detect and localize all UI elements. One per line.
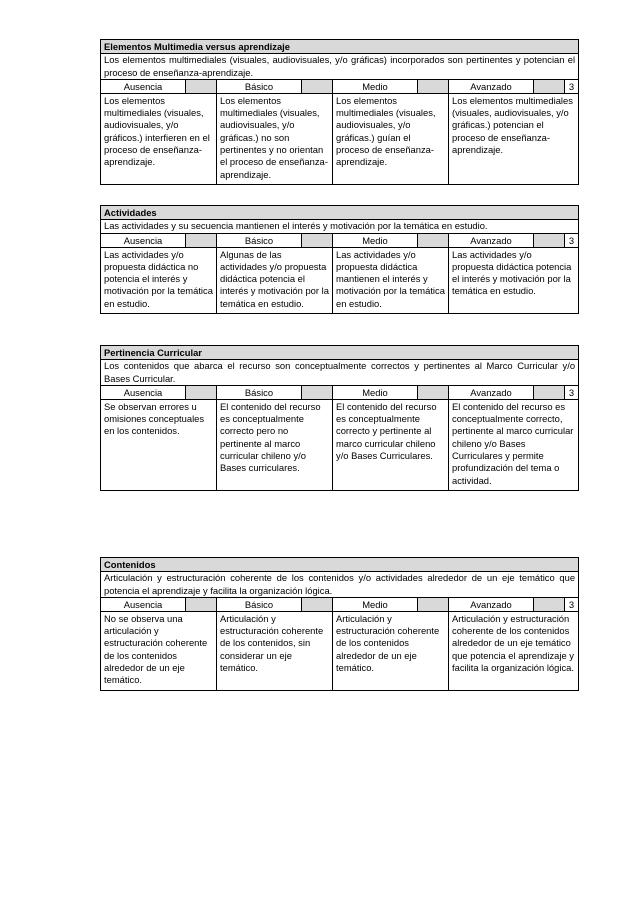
level-mark-basico (302, 597, 333, 611)
level-label-ausencia: Ausencia (101, 385, 186, 399)
rubric-description: Las actividades y su secuencia mantienen el interés y motivación por la temática en estudio. (101, 220, 579, 233)
rubric-table-1 (100, 39, 579, 185)
level-label-medio: Medio (333, 597, 418, 611)
level-label-basico: Básico (217, 79, 302, 93)
level-mark-avanzado (534, 597, 565, 611)
criterion-basico: Articulación y estructuración coherente de los contenidos, sin considerar un eje temático. (217, 611, 333, 690)
criterion-medio: Articulación y estructuración coherente de los contenidos alrededor de un eje temático. (333, 611, 449, 690)
criterion-ausencia: No se observa una articulación y estructuración coherente de los contenidos alrededor de un eje temático. (101, 611, 217, 690)
level-label-medio: Medio (333, 233, 418, 247)
rubric-title: Pertinencia Curricular (101, 346, 579, 360)
level-label-avanzado: Avanzado (449, 597, 534, 611)
level-label-avanzado: Avanzado (449, 233, 534, 247)
level-label-basico: Básico (217, 385, 302, 399)
level-label-ausencia: Ausencia (101, 597, 186, 611)
criterion-basico: Algunas de las actividades y/o propuesta didáctica potencia el interés y motivación por la temática en estudio. (217, 247, 333, 313)
score-value: 3 (565, 233, 579, 247)
criterion-basico: Los elementos multimediales (visuales, audiovisuales, y/o gráficas.) no son pertinentes y no orientan el proceso de enseñanza-aprendizaje. (217, 93, 333, 184)
criterion-ausencia: Los elementos multimediales (visuales, audiovisuales, y/o gráficos.) interfieren en el proceso de enseñanza-aprendizaje. (101, 93, 217, 184)
criterion-basico: El contenido del recurso es conceptualmente correcto pero no pertinente al marco curricular chileno y/o Bases curriculares. (217, 399, 333, 490)
level-label-avanzado: Avanzado (449, 385, 534, 399)
level-label-ausencia: Ausencia (101, 233, 186, 247)
rubric-description: Los contenidos que abarca el recurso son conceptualmente correctos y pertinentes al Marco Curricular y/o Bases Curricular. (101, 360, 579, 386)
criterion-ausencia: Se observan errores u omisiones conceptuales en los contenidos. (101, 399, 217, 490)
rubric-table-3 (100, 345, 579, 491)
rubric-table-2 (100, 205, 579, 314)
level-mark-ausencia (186, 233, 217, 247)
level-mark-ausencia (186, 385, 217, 399)
level-mark-basico (302, 79, 333, 93)
score-value: 3 (565, 79, 579, 93)
level-mark-ausencia (186, 597, 217, 611)
rubric-description: Articulación y estructuración coherente de los contenidos y/o actividades alrededor de un eje temático que potencia el aprendizaje y facilita la organización lógica. (101, 572, 579, 598)
level-mark-avanzado (534, 79, 565, 93)
score-value: 3 (565, 597, 579, 611)
rubric-description: Los elementos multimediales (visuales, audiovisuales, y/o gráficas) incorporados son pertinentes y potencian el proceso de enseñanza-aprendizaje. (101, 54, 579, 80)
level-mark-medio (418, 385, 449, 399)
level-mark-basico (302, 233, 333, 247)
level-mark-avanzado (534, 385, 565, 399)
criterion-avanzado: Articulación y estructuración coherente de los contenidos alrededor de un eje temático que potencia el aprendizaje y facilita la organización lógica. (449, 611, 579, 690)
level-label-ausencia: Ausencia (101, 79, 186, 93)
rubric-title: Actividades (101, 206, 579, 220)
criterion-medio: Las actividades y/o propuesta didáctica mantienen el interés y motivación por la temática en estudio. (333, 247, 449, 313)
level-mark-avanzado (534, 233, 565, 247)
level-label-avanzado: Avanzado (449, 79, 534, 93)
criterion-avanzado: Las actividades y/o propuesta didáctica potencia el interés y motivación por la temática en estudio. (449, 247, 579, 313)
criterion-avanzado: El contenido del recurso es conceptualmente correcto, pertinente al marco curricular chileno y/o Bases Curriculares y permite profundización del tema o actividad. (449, 399, 579, 490)
criterion-avanzado: Los elementos multimediales (visuales, audiovisuales, y/o gráficas.) potencian el proceso de enseñanza-aprendizaje. (449, 93, 579, 184)
level-label-medio: Medio (333, 385, 418, 399)
criterion-medio: El contenido del recurso es conceptualmente correcto y pertinente al marco curricular chileno y/o Bases Curriculares. (333, 399, 449, 490)
rubric-title: Elementos Multimedia versus aprendizaje (101, 40, 579, 54)
level-mark-basico (302, 385, 333, 399)
level-mark-medio (418, 233, 449, 247)
level-mark-medio (418, 79, 449, 93)
criterion-ausencia: Las actividades y/o propuesta didáctica no potencia el interés y motivación por la temática en estudio. (101, 247, 217, 313)
rubric-table-4 (100, 557, 579, 691)
level-mark-medio (418, 597, 449, 611)
score-value: 3 (565, 385, 579, 399)
level-label-basico: Básico (217, 597, 302, 611)
rubric-title: Contenidos (101, 558, 579, 572)
level-label-basico: Básico (217, 233, 302, 247)
level-mark-ausencia (186, 79, 217, 93)
level-label-medio: Medio (333, 79, 418, 93)
criterion-medio: Los elementos multimediales (visuales, audiovisuales, y/o gráficas.) guían el proceso de enseñanza-aprendizaje. (333, 93, 449, 184)
